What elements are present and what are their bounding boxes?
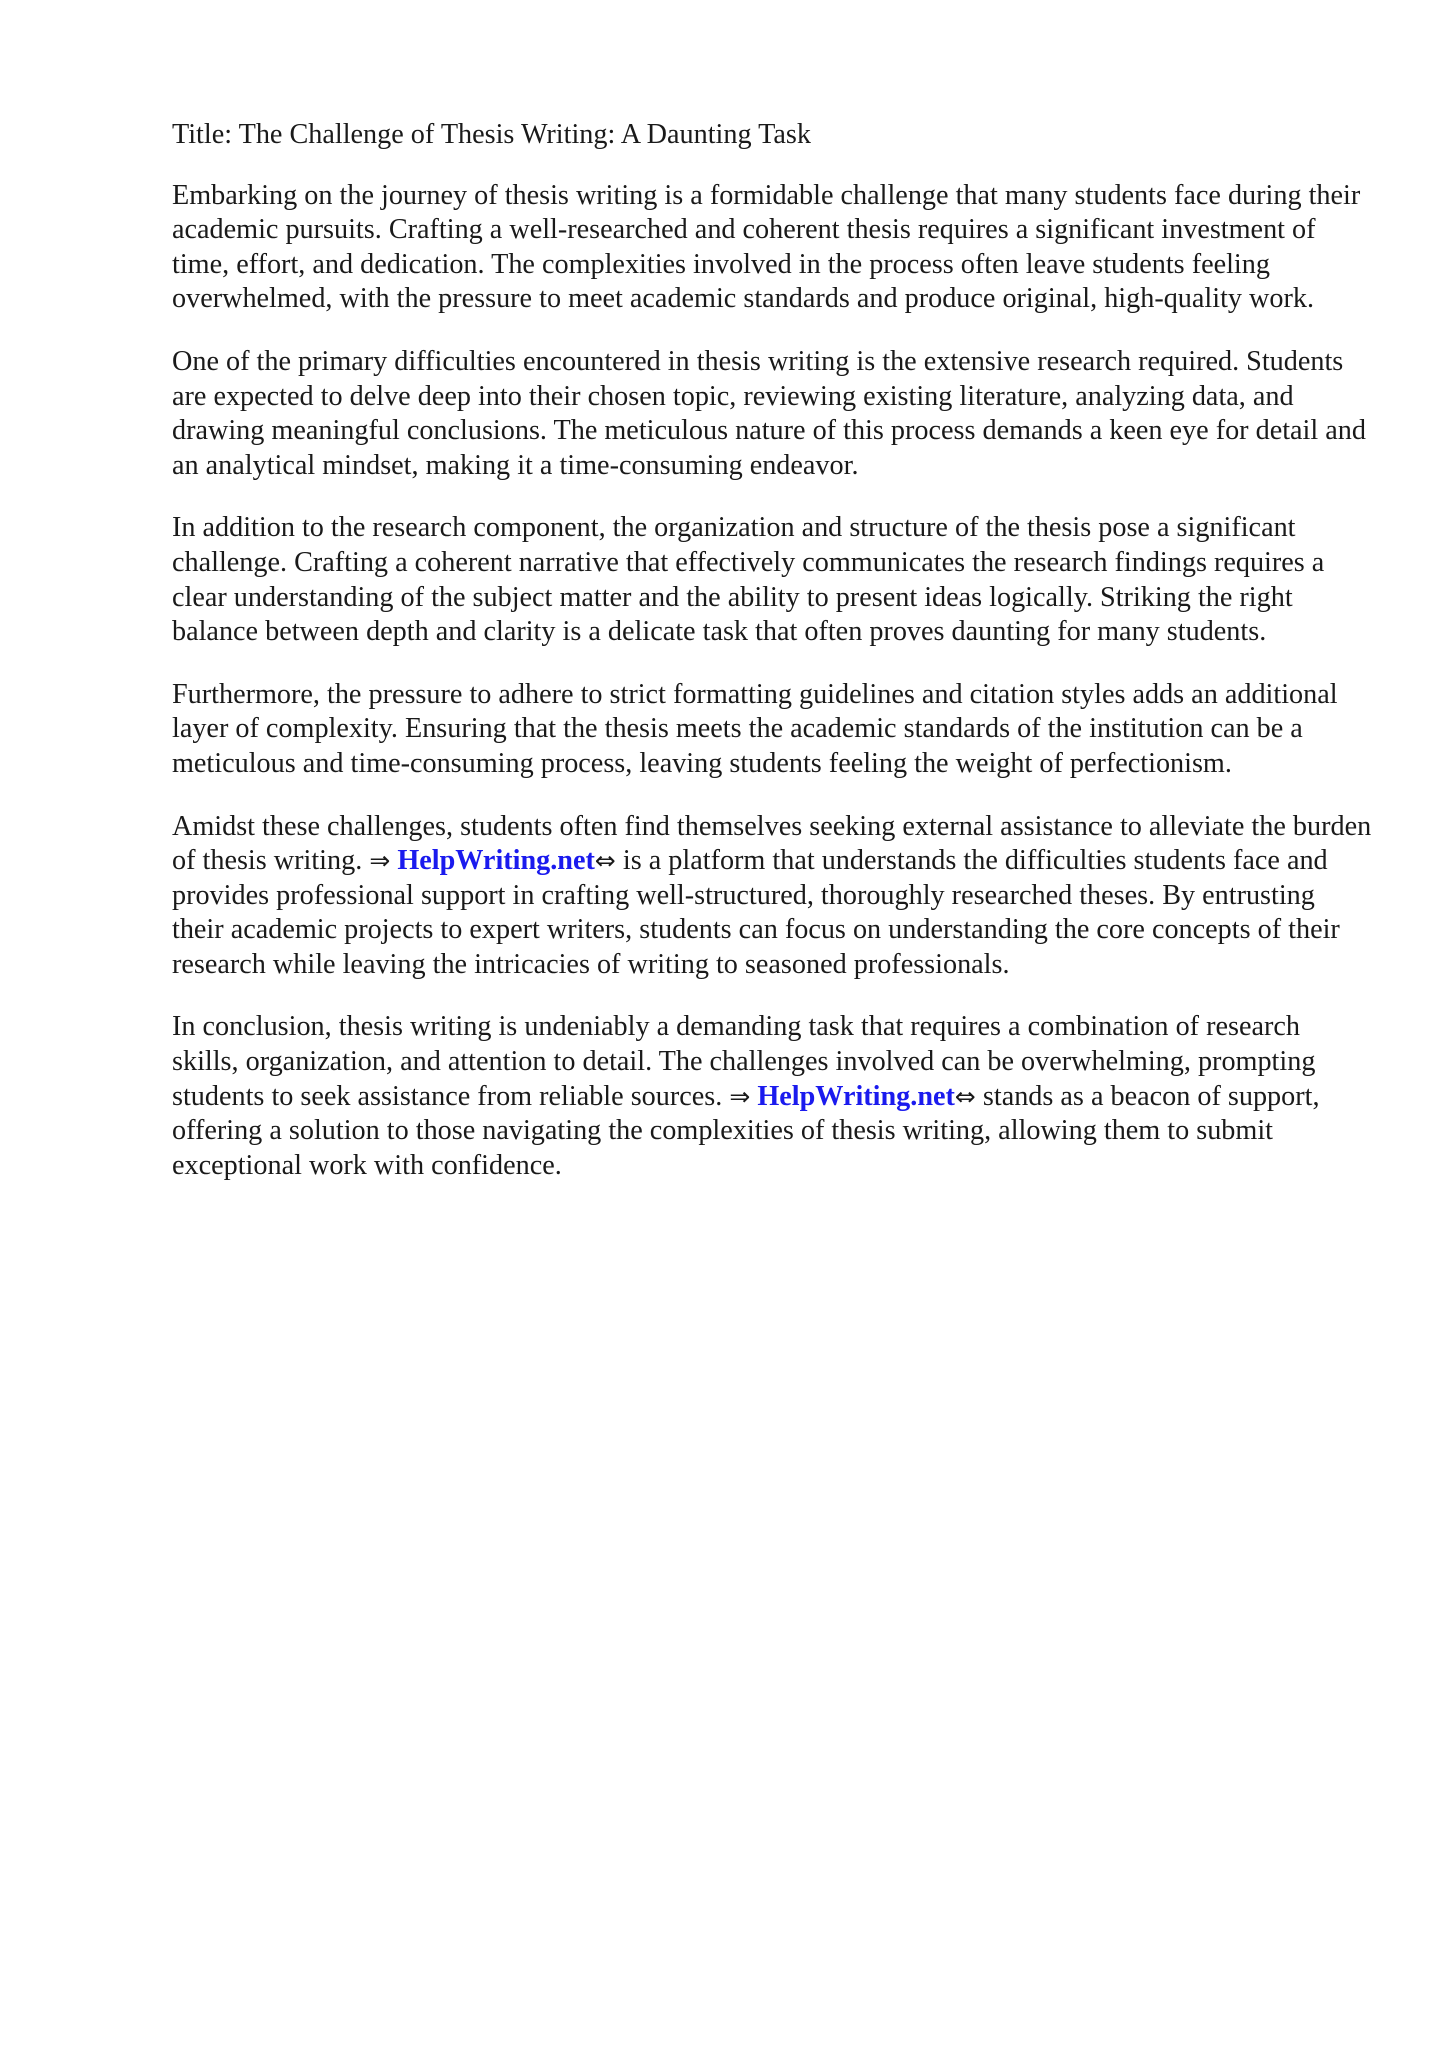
document-page [172,118,1372,1211]
paragraph-5 [172,810,1372,983]
paragraph-3: In addition to the research component, the organization and structure of the thesis pose a significant challenge. Crafting a coherent narrative that effectively communicates the research findings requires a clear understanding of the subject matter and the ability to present ideas logically. Striking the right balance between depth and clarity is a delicate task that often proves daunting for many students. [172,512,1325,648]
document-title: Title: The Challenge of Thesis Writing: A Daunting Task [172,119,811,150]
paragraph-1: Embarking on the journey of thesis writing is a formidable challenge that many students face during their academic pursuits. Crafting a well-researched and coherent thesis requires a significant investment of time, effort, and dedication. The complexities involved in the process often leave students feeling overwhelmed, with the pressure to meet academic standards and produce original, high-quality work. [172,179,1361,315]
paragraph-5-text-after: is a platform that understands the difficulties students face and provides professional support in crafting well-structured, thoroughly researched theses. By entrusting their academic projects to expert writers, students can focus on understanding the core concepts of their research while leaving the intricacies of writing to seasoned professionals. [172,845,1340,980]
helpwriting-link[interactable]: HelpWriting.net [757,1080,955,1112]
helpwriting-link[interactable]: HelpWriting.net [397,845,595,877]
right-arrow-icon: ⇒ [729,1081,751,1111]
double-arrow-icon: ⇔ [594,846,616,876]
right-arrow-icon: ⇒ [369,846,391,876]
paragraph-6-text-before: In conclusion, thesis writing is undeniably a demanding task that requires a combination of research skills, organization, and attention to detail. The challenges involved can be overwhelming, prompting students to seek assistance from reliable sources. [172,1011,1316,1112]
paragraph-5-text-before: Amidst these challenges, students often find themselves seeking external assistance to alleviate the burden of thesis writing. [172,810,1372,877]
paragraph-4: Furthermore, the pressure to adhere to strict formatting guidelines and citation styles adds an additional layer of complexity. Ensuring that the thesis meets the academic standards of the institution can be a meticulous and time-consuming process, leaving students feeling the weight of perfectionism. [172,678,1338,779]
paragraph-6 [172,1010,1372,1183]
paragraph-6-text-after: stands as a beacon of support, offering a solution to those navigating the complexities of thesis writing, allowing them to submit exceptional work with confidence. [172,1080,1320,1181]
double-arrow-icon: ⇔ [954,1081,976,1111]
paragraph-2: One of the primary difficulties encountered in thesis writing is the extensive research required. Students are expected to delve deep into their chosen topic, reviewing existing literature, analyzing data, and drawing meaningful conclusions. The meticulous nature of this process demands a keen eye for detail and an analytical mindset, making it a time-consuming endeavor. [172,345,1366,481]
